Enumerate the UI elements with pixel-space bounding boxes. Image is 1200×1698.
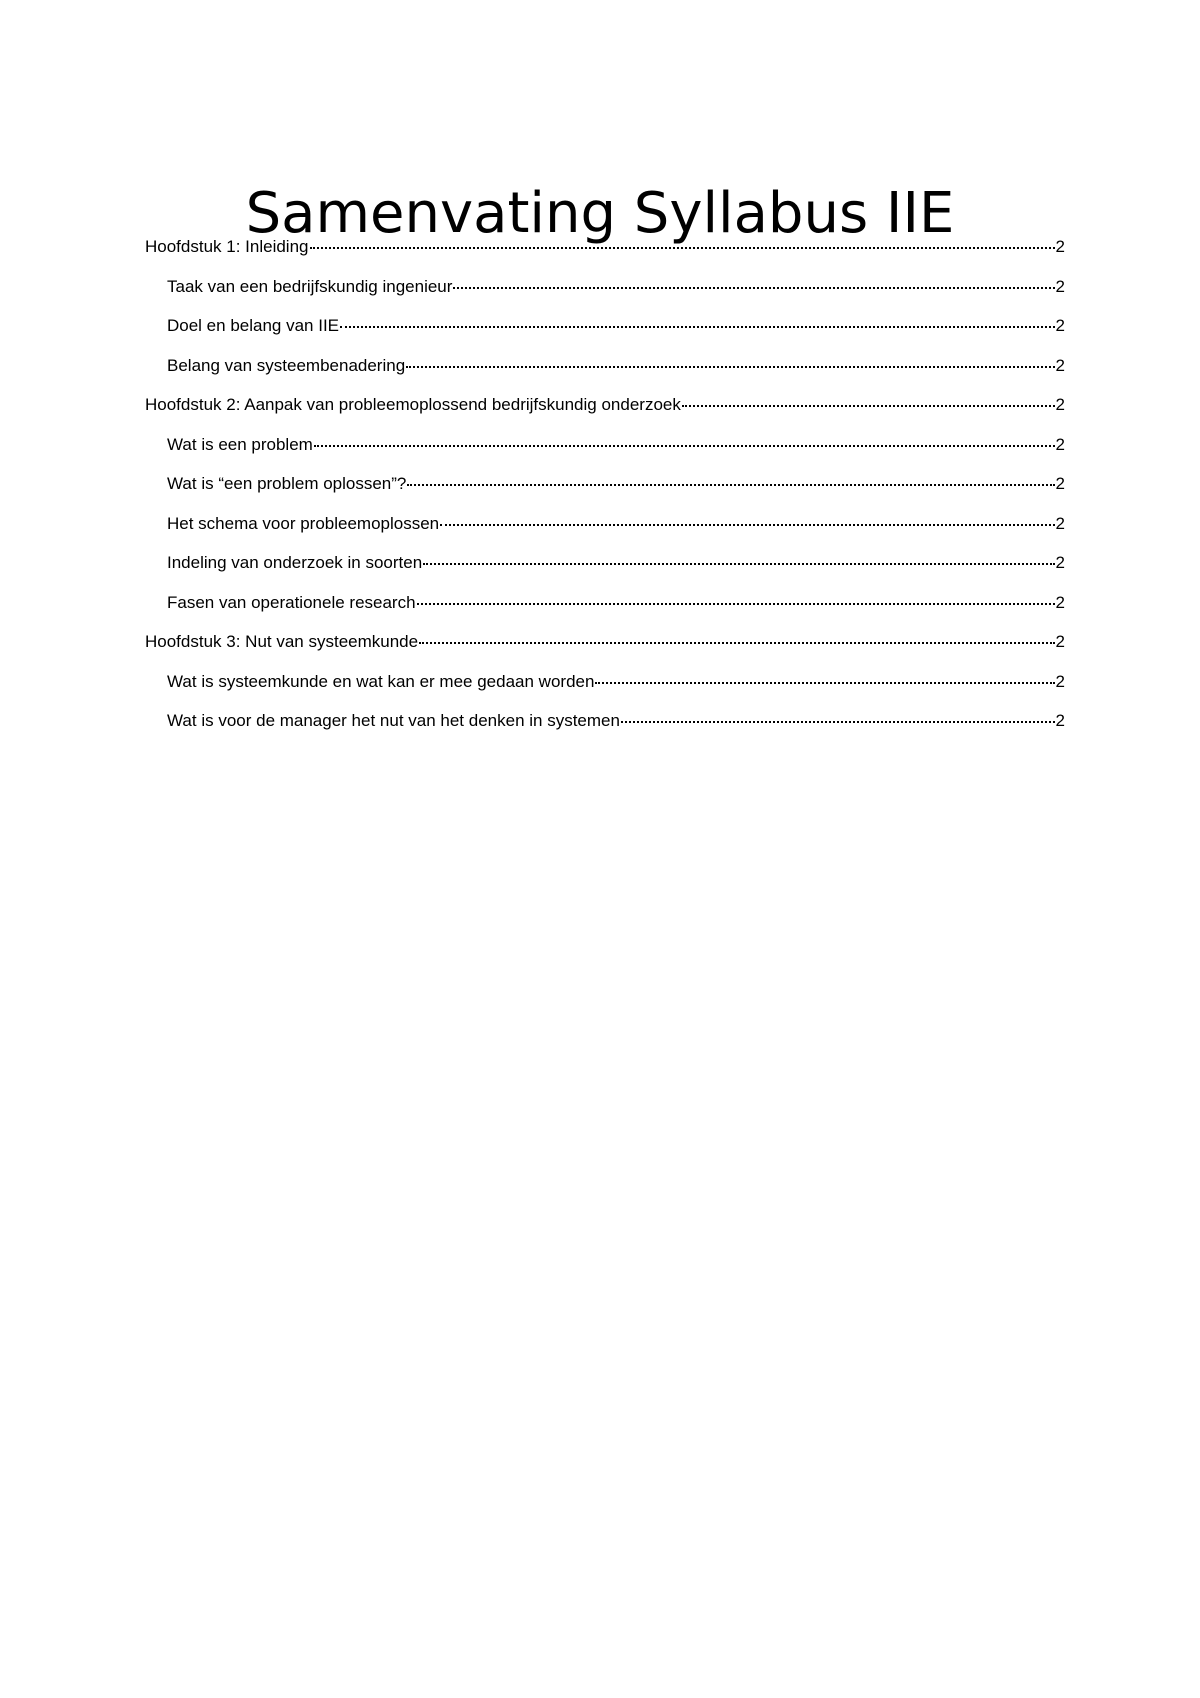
- dot-leader: [682, 405, 1055, 407]
- dot-leader: [423, 563, 1054, 565]
- dot-leader: [340, 326, 1055, 328]
- toc-entry[interactable]: [145, 593, 1065, 633]
- toc-entry[interactable]: [145, 474, 1065, 514]
- toc-page-number: 2: [1055, 671, 1065, 691]
- toc-page-number: 2: [1055, 237, 1065, 256]
- dot-leader: [419, 642, 1054, 644]
- toc-entry-chapter-2[interactable]: [145, 395, 1065, 435]
- toc-entry-label: Het schema voor probleemoplossen: [167, 513, 440, 533]
- document-title: Samenvating Syllabus IIE: [245, 180, 955, 246]
- toc-entry-label: Doel en belang van IIE: [167, 316, 340, 335]
- toc-entry-label: Hoofdstuk 2: Aanpak van probleemoplossend bedrijfskundig onderzoek: [145, 395, 681, 414]
- toc-entry[interactable]: [145, 277, 1065, 317]
- dot-leader: [417, 603, 1055, 605]
- dot-leader: [314, 445, 1055, 447]
- toc-page-number: 2: [1055, 316, 1065, 335]
- toc-page-number: 2: [1055, 513, 1065, 533]
- toc-entry-label: Hoofdstuk 1: Inleiding: [145, 237, 309, 256]
- toc-page-number: 2: [1055, 592, 1065, 612]
- toc-page-number: 2: [1055, 553, 1065, 572]
- toc-entry-label: Wat is een problem: [167, 434, 313, 454]
- dot-leader: [595, 682, 1054, 684]
- toc-entry-chapter-3[interactable]: [145, 632, 1065, 672]
- toc-entry[interactable]: [145, 672, 1065, 712]
- toc-entry-label: Indeling van onderzoek in soorten: [167, 553, 423, 572]
- toc-page-number: 2: [1055, 474, 1065, 493]
- toc-page-number: 2: [1055, 276, 1065, 296]
- dot-leader: [453, 287, 1054, 289]
- toc-entry-chapter-1[interactable]: [145, 237, 1065, 277]
- dot-leader: [407, 484, 1054, 486]
- toc-page-number: 2: [1055, 355, 1065, 375]
- toc-entry[interactable]: [145, 435, 1065, 475]
- toc-page-number: 2: [1055, 711, 1065, 730]
- toc-entry-label: Belang van systeembenadering: [167, 355, 406, 375]
- toc-page-number: 2: [1055, 632, 1065, 651]
- toc-page-number: 2: [1055, 395, 1065, 414]
- toc-entry-label: Wat is systeemkunde en wat kan er mee gedaan worden: [167, 671, 595, 691]
- toc-entry-label: Hoofdstuk 3: Nut van systeemkunde: [145, 632, 419, 651]
- dot-leader: [406, 366, 1054, 368]
- toc-entry-label: Wat is “een problem oplossen”?: [167, 474, 407, 493]
- dot-leader: [621, 721, 1055, 723]
- toc-entry[interactable]: [145, 553, 1065, 593]
- dot-leader: [440, 524, 1054, 526]
- toc-entry-label: Taak van een bedrijfskundig ingenieur: [167, 276, 453, 296]
- table-of-contents: [145, 237, 1065, 751]
- toc-entry-label: Fasen van operationele research: [167, 592, 416, 612]
- toc-entry[interactable]: [145, 514, 1065, 554]
- toc-entry[interactable]: [145, 316, 1065, 356]
- dot-leader: [310, 247, 1055, 249]
- toc-entry-label: Wat is voor de manager het nut van het denken in systemen: [167, 711, 620, 730]
- toc-entry[interactable]: [145, 356, 1065, 396]
- toc-entry[interactable]: [145, 711, 1065, 751]
- toc-page-number: 2: [1055, 434, 1065, 454]
